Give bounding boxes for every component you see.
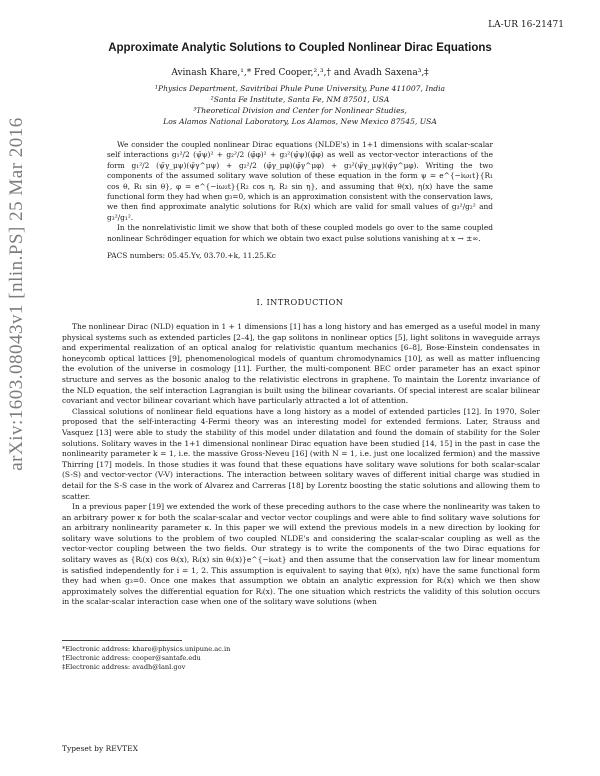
footnote-email: †Electronic address: cooper@santafe.edu: [62, 654, 201, 663]
arxiv-sidebar: [2, 14, 32, 574]
footnote-email: *Electronic address: khare@physics.unipune.ac.in: [62, 645, 231, 653]
arxiv-identifier: arXiv:1603.08043v1 [nlin.PS] 25 Mar 2016: [6, 117, 27, 471]
author-list: Avinash Khare,¹,* Fred Cooper,²,³,† and Avadh Saxena³,‡: [171, 68, 429, 78]
affiliation-2: ²Santa Fe Institute, Santa Fe, NM 87501, USA: [210, 95, 390, 104]
abstract: [107, 140, 493, 244]
body-paragraph: In a previous paper [19] we extended the work of these preceding authors to the case where the nonlinearity was taken to an arbitrary power κ for both the scalar-scalar and vector vector couplings and were able to find solitary wave solutions for an arbitrary nonlinearity parameter κ. In this paper we will extend the previous models in a new direction by looking for solitary wave solutions to the problem of two coupled NLDE's and considering the scalar-scalar coupling as well as the vector-vector coupling between the two fields. Our strategy is to write the components of the two Dirac equations for solitary waves as {Rᵢ(x) cos θᵢ(x), Rᵢ(x) sin θᵢ(x)}e^{−iωᵢt} and then assume that the conservation law for linear momentum is satisfied independently for i = 1, 2. This assumption is equivalent to saying that θ(x), η(x) have the same functional form they had when g₃=0. Once one makes that assumption we obtain an analytic expression for Rᵢ(x) which we then show approximately solves the differential equation for Rᵢ(x). The one situation which restricts the validity of this solution occurs in the scalar-scalar interaction case when one of the solitary wave solutions (when: [62, 502, 540, 607]
body-paragraph: The nonlinear Dirac (NLD) equation in 1 + 1 dimensions [1] has a long history and has emerged as a useful model in many physical systems such as extended particles [2–4], the gap solitons in nonlinear optics [5], light solitons in waveguide arrays and experimental realization of an optical analog for relativistic quantum mechanics [6–8], Bose-Einstein condensates in honeycomb optical lattices [9], phenomenological models of quantum chromodynamics [10], as well as matter influencing the evolution of the universe in cosmology [11]. Further, the multi-component BEC order parameter has an exact spinor structure and serves as the bosonic analog to the relativistic electrons in graphene. To maintain the Lorentz invariance of the NLD equation, the self interaction Lagrangian is built using the bilinear covariants. Of special interest are scalar bilinear covariant and vector bilinear covariant which have particularly attracted a lot of attention.: [62, 322, 541, 406]
footnote-rule: [62, 640, 182, 641]
footnotes: [62, 645, 230, 673]
report-number: LA-UR 16-21471: [488, 20, 564, 30]
abstract-paragraph: In the nonrelativistic limit we show that both of these coupled models go over to the same coupled nonlinear Schrödinger equation for which we obtain two exact pulse solutions vanishing at x → ±∞.: [107, 223, 493, 243]
typeset-note: Typeset by REVTEX: [62, 744, 138, 753]
footnote-email: ‡Electronic address: avadh@lanl.gov: [62, 663, 186, 672]
affiliation-4: Los Alamos National Laboratory, Los Alamos, New Mexico 87545, USA: [163, 117, 437, 126]
section-heading: I. INTRODUCTION: [256, 297, 344, 307]
abstract-paragraph: We consider the coupled nonlinear Dirac equations (NLDE's) in 1+1 dimensions with scalar-scalar self interactions g₁²/2 (ψ̄ψ)² + g₂²/2 (φ̄φ)² + g₃²(ψ̄ψ)(φ̄φ) as well as vector-vector interactions of the form g₁²/2 (ψ̄γ_μψ)(ψ̄γ^μψ) + g₂²/2 (φ̄γ_μφ)(φ̄γ^μφ) + g₃²(ψ̄γ_μψ)(φ̄γ^μφ). Writing the two components of the assumed solitary wave solution of these equation in the form ψ = e^{−iω₁t}{R₁ cos θ, R₁ sin θ}, φ = e^{−iω₂t}{R₂ cos η, R₂ sin η}, and assuming that θ(x), η(x) have the same functional form they had when g₃=0, which is an approximation consistent with the conservation laws, we then find approximate analytic solutions for Rᵢ(x) which are valid for small values of g₃²/g₂² and g₃²/g₁².: [107, 140, 493, 222]
affiliation-1: ¹Physics Department, Savitribai Phule Pune University, Pune 411007, India: [154, 84, 446, 93]
pacs-numbers: PACS numbers: 05.45.Yv, 03.70.+k, 11.25.Kc: [107, 251, 276, 260]
paper-title: Approximate Analytic Solutions to Coupled Nonlinear Dirac Equations: [108, 42, 492, 54]
introduction-text: [62, 322, 540, 608]
affiliation-3: ³Theoretical Division and Center for Nonlinear Studies,: [193, 106, 407, 115]
body-paragraph: Classical solutions of nonlinear field equations have a long history as a model of extended particles [12]. In 1970, Soler proposed that the self-interacting 4-Fermi theory was an interesting model for extended fermions. Later, Strauss and Vasquez [13] were able to study the stability of this model under dilatation and found the domain of stability for the Soler solutions. Solitary waves in the 1+1 dimensional nonlinear Dirac equation have been studied [14, 15] in the past in case the nonlinearity parameter k = 1, i.e. the massive Gross-Neveu [16] (with N = 1, i.e. just one localized fermion) and the massive Thirring [17] models. In those studies it was found that these equations have solitary wave solutions for both scalar-scalar (S-S) and vector-vector (V-V) interactions. The interaction between solitary waves of different initial charge was studied in detail for the S-S case in the work of Alvarez and Carreras [18] by Lorentz boosting the static solutions and allowing them to scatter.: [62, 406, 540, 501]
